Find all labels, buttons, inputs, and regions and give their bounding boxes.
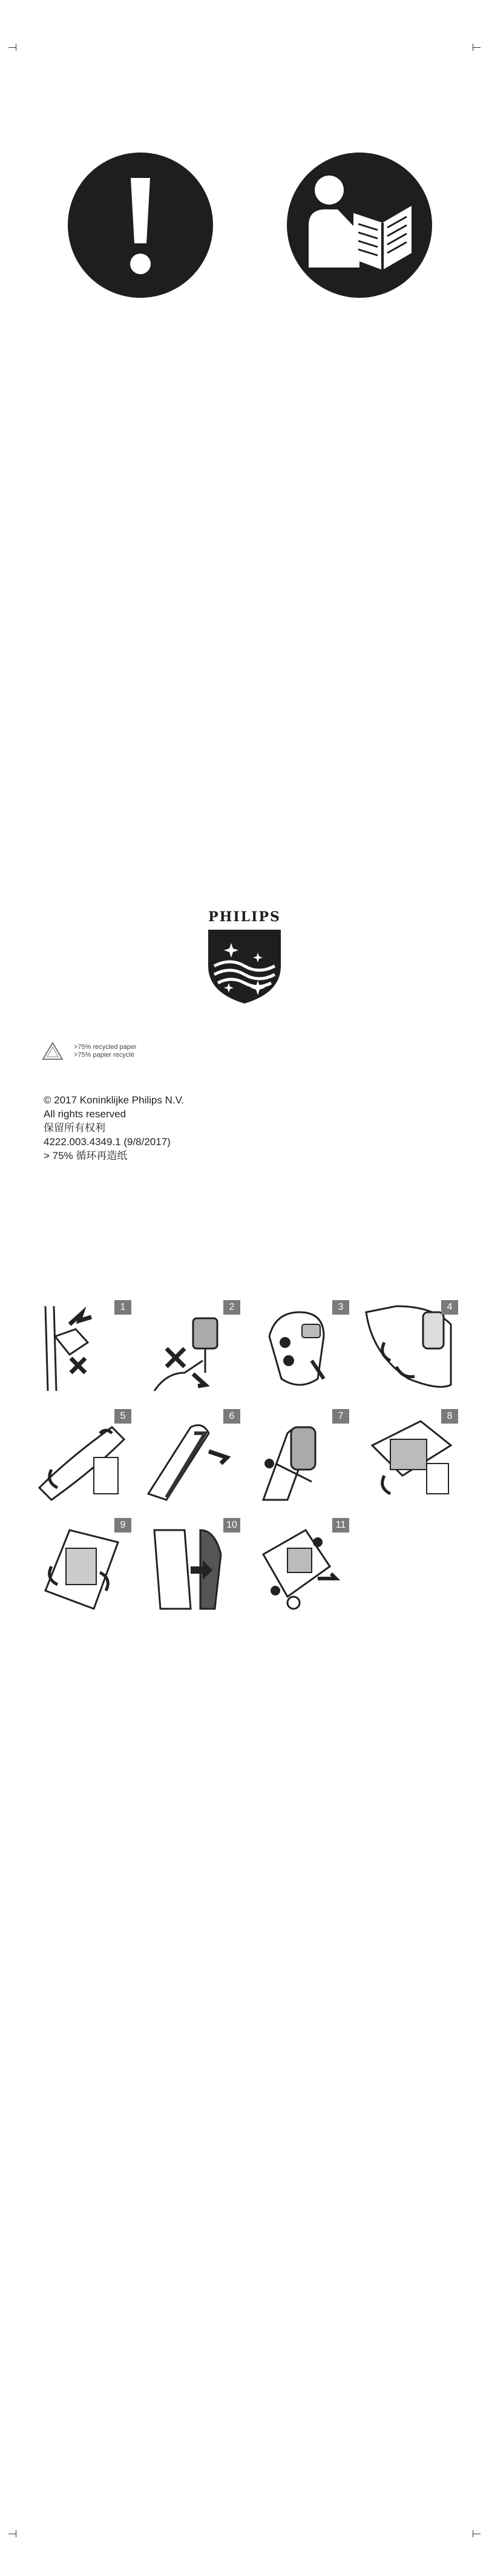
step-1-illustration: [33, 1300, 131, 1398]
crop-mark: [473, 47, 481, 48]
copyright-text: © 2017 Koninklijke Philips N.V.: [44, 1094, 185, 1106]
step-4: [360, 1300, 458, 1398]
step-2: [142, 1300, 240, 1398]
step-number: 3: [332, 1300, 349, 1315]
step-7-illustration: [251, 1409, 349, 1507]
step-5-illustration: [33, 1409, 131, 1507]
step-number: 7: [332, 1409, 349, 1424]
recycle-icon: [41, 1041, 64, 1062]
step-6: [142, 1409, 240, 1507]
legal-block: [44, 1093, 184, 1163]
step-9: [33, 1518, 131, 1616]
recycle-note: [41, 1041, 137, 1062]
step-number: 10: [223, 1518, 240, 1533]
step-7: [251, 1409, 349, 1507]
warning-exclamation-icon: [68, 153, 213, 298]
rights-text-zh: 保留所有权利: [44, 1122, 105, 1134]
step-11: [251, 1518, 349, 1616]
rights-text: All rights reserved: [44, 1108, 126, 1120]
recycle-line-2: >75% papier recyclé: [74, 1051, 134, 1059]
step-number: 2: [223, 1300, 240, 1315]
document-number: 4222.003.4349.1 (9/8/2017): [44, 1136, 171, 1148]
step-6-illustration: [142, 1409, 240, 1507]
step-4-illustration: [360, 1300, 458, 1398]
step-2-illustration: [142, 1300, 240, 1398]
read-manual-icon: [287, 153, 432, 298]
step-number: 4: [441, 1300, 458, 1315]
step-number: 8: [441, 1409, 458, 1424]
step-5: [33, 1409, 131, 1507]
step-number: 9: [114, 1518, 131, 1533]
step-number: 11: [332, 1518, 349, 1533]
recycle-line-1: >75% recycled paper: [74, 1043, 137, 1051]
step-number: 1: [114, 1300, 131, 1315]
step-8-illustration: [360, 1409, 458, 1507]
brand-name: PHILIPS: [208, 909, 281, 925]
crop-mark: [8, 47, 16, 48]
step-8: [360, 1409, 458, 1507]
step-number: 6: [223, 1409, 240, 1424]
recycled-text-zh: > 75% 循环再造纸: [44, 1150, 128, 1162]
step-10-illustration: [142, 1518, 240, 1616]
step-9-illustration: [33, 1518, 131, 1616]
step-3: [251, 1300, 349, 1398]
step-1: [33, 1300, 131, 1398]
philips-logo: [206, 908, 283, 1008]
step-3-illustration: [251, 1300, 349, 1398]
step-number: 5: [114, 1409, 131, 1424]
step-11-illustration: [251, 1518, 349, 1616]
step-10: [142, 1518, 240, 1616]
